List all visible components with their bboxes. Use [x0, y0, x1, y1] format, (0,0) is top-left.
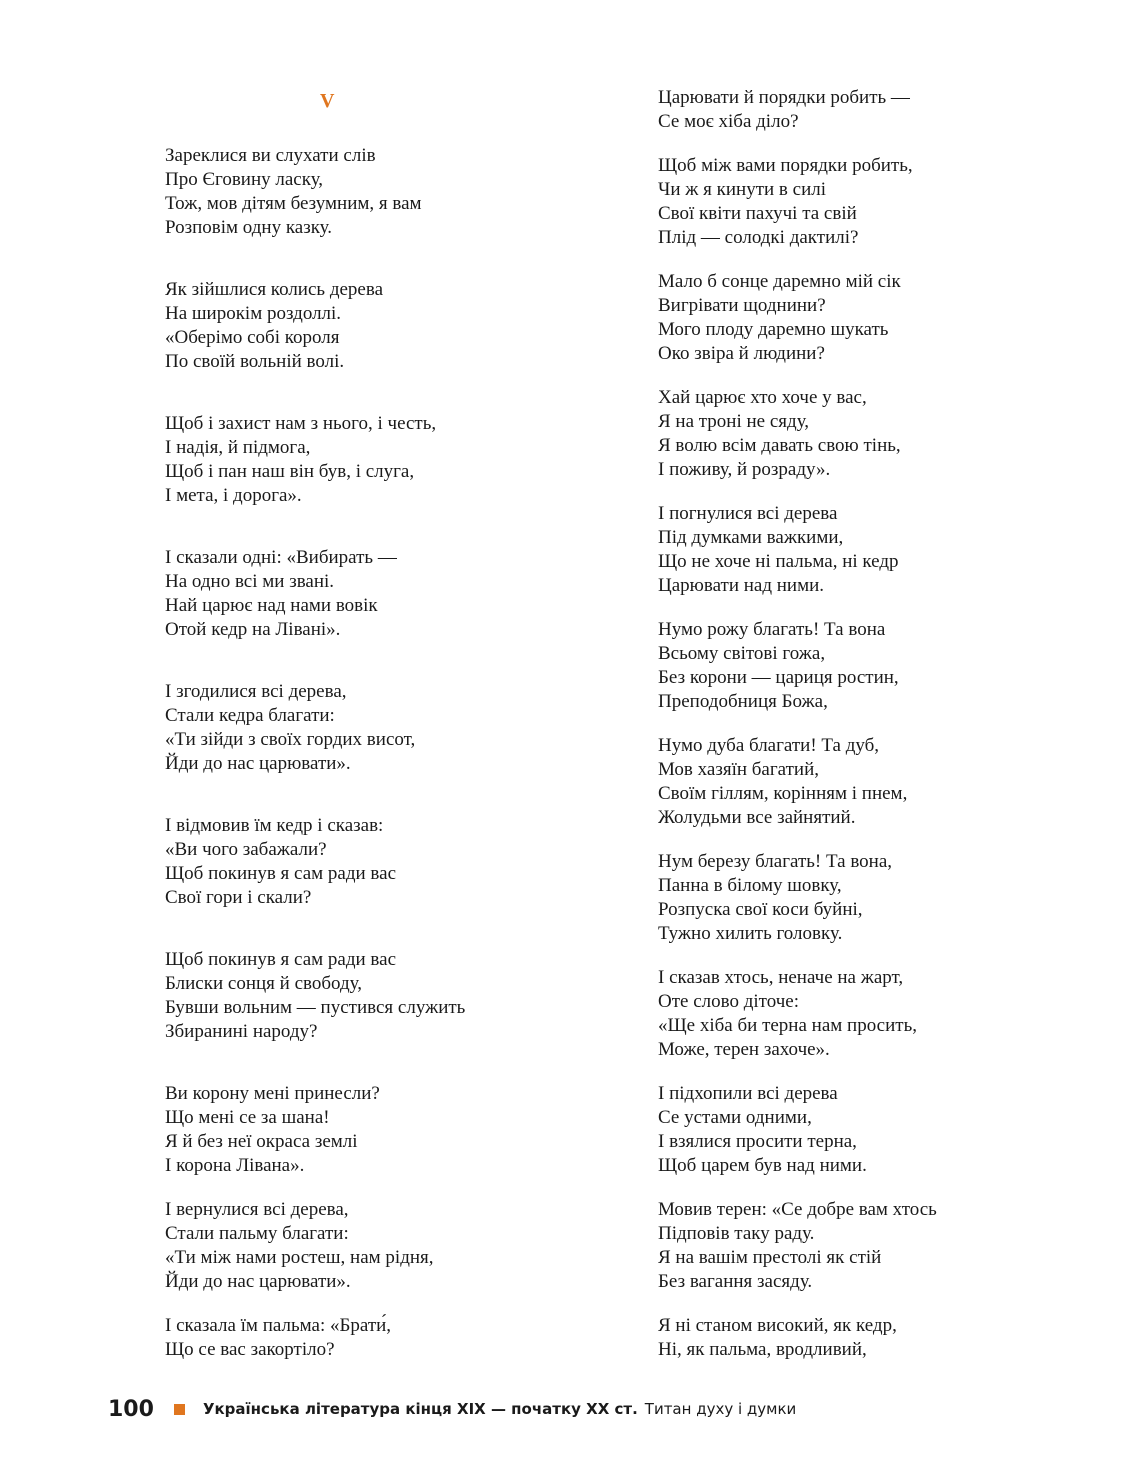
verse-line: Жолудьми все зайнятий.	[658, 807, 856, 828]
verse-line: Як зійшлися колись дерева	[165, 279, 384, 300]
verse-line: Нумо дуба благати! Та дуб,	[658, 735, 880, 756]
verse-line: Тужно хилить головку.	[658, 923, 843, 944]
stanza	[165, 948, 605, 1044]
stanza	[165, 412, 605, 508]
stanza	[165, 814, 605, 910]
verse-line: І підхопили всі дерева	[658, 1083, 838, 1104]
verse-line: Преподобниця Божа,	[658, 691, 828, 712]
verse-line: Своїм гіллям, корінням і пнем,	[658, 783, 908, 804]
verse-line: Се моє хіба діло?	[658, 111, 799, 132]
verse-line: Може, терен захоче».	[658, 1039, 830, 1060]
verse-line: Свої квіти пахучі та свій	[658, 203, 857, 224]
verse-line: І сказала їм пальма: «Брати́,	[165, 1315, 392, 1336]
verse-line: Що не хоче ні пальма, ні кедр	[658, 551, 899, 572]
verse-line: Що се вас закортіло?	[165, 1339, 335, 1360]
verse-line: Зареклися ви слухати слів	[165, 145, 376, 166]
verse-line: Най царює над нами вовік	[165, 595, 378, 616]
verse-line: Се устами одними,	[658, 1107, 812, 1128]
verse-line: На широкім роздоллі.	[165, 303, 342, 324]
stanza	[658, 270, 1098, 366]
verse-line: На одно всі ми звані.	[165, 571, 335, 592]
stanza	[658, 386, 1098, 482]
verse-line: По своїй вольній волі.	[165, 351, 345, 372]
verse-line: Всьому світові гожа,	[658, 643, 826, 664]
stanza	[165, 1082, 605, 1178]
verse-line: Нум березу благать! Та вона,	[658, 851, 893, 872]
verse-line: Мого плоду даремно шукать	[658, 319, 889, 340]
verse-line: І погнулися всі дерева	[658, 503, 838, 524]
book-title: Українська література кінця XIX — початку XX ст.	[202, 1400, 638, 1418]
verse-line: Мало б сонце даремно мій сік	[658, 271, 901, 292]
verse-line: Тож, мов дітям безумним, я вам	[165, 193, 422, 214]
verse-line: Що мені се за шана!	[165, 1107, 330, 1128]
stanza	[165, 1314, 605, 1362]
verse-line: Підповів таку раду.	[658, 1223, 815, 1244]
stanza	[165, 546, 605, 642]
verse-line: Йди до нас царювати».	[165, 753, 351, 774]
verse-line: Царювати й порядки робить —	[658, 87, 910, 108]
verse-line: І корона Лівана».	[165, 1155, 305, 1176]
page-footer	[108, 1394, 796, 1424]
verse-line: І сказали одні: «Вибирать —	[165, 547, 397, 568]
stanza	[165, 1198, 605, 1294]
verse-line: Плід — солодкі дактилі?	[658, 227, 859, 248]
stanza	[658, 154, 1098, 250]
verse-line: Збиранині народу?	[165, 1021, 318, 1042]
left-stanzas	[165, 144, 605, 1362]
verse-line: Вигрівати щоднини?	[658, 295, 826, 316]
verse-line: Йди до нас царювати».	[165, 1271, 351, 1292]
right-stanzas	[658, 86, 1098, 1362]
stanza	[658, 850, 1098, 946]
verse-line: Отой кедр на Лівані».	[165, 619, 341, 640]
verse-line: Я на вашім престолі як стій	[658, 1247, 882, 1268]
verse-line: І відмовив їм кедр і сказав:	[165, 815, 384, 836]
verse-line: І сказав хтось, неначе на жарт,	[658, 967, 904, 988]
stanza	[658, 86, 1098, 134]
verse-line: Ви корону мені принесли?	[165, 1083, 380, 1104]
verse-line: Я волю всім давать свою тінь,	[658, 435, 901, 456]
verse-line: Без вагання засяду.	[658, 1271, 813, 1292]
verse-line: Розпуска свої коси буйні,	[658, 899, 863, 920]
verse-line: Я ні станом високий, як кедр,	[658, 1315, 897, 1336]
verse-line: Мовив терен: «Се добре вам хтось	[658, 1199, 937, 1220]
stanza	[658, 966, 1098, 1062]
verse-line: Царювати над ними.	[658, 575, 825, 596]
verse-line: Свої гори і скали?	[165, 887, 312, 908]
square-bullet-icon	[174, 1404, 185, 1415]
verse-line: Око звіра й людини?	[658, 343, 825, 364]
verse-line: «Ще хіба би терна нам просить,	[658, 1015, 917, 1036]
verse-line: Хай царює хто хоче у вас,	[658, 387, 867, 408]
verse-line: Щоб покинув я сам ради вас	[165, 949, 397, 970]
verse-line: Панна в білому шовку,	[658, 875, 842, 896]
verse-line: Щоб і захист нам з нього, і честь,	[165, 413, 437, 434]
stanza	[165, 144, 605, 240]
verse-line: Про Єговину ласку,	[165, 169, 324, 190]
verse-line: Стали кедра благати:	[165, 705, 335, 726]
verse-line: Розповім одну казку.	[165, 217, 333, 238]
verse-line: Оте слово діточе:	[658, 991, 799, 1012]
verse-line: Бувши вольним — пустився служить	[165, 997, 466, 1018]
verse-line: Щоб між вами порядки робить,	[658, 155, 913, 176]
section-numeral: V	[320, 90, 335, 112]
verse-line: Я на троні не сяду,	[658, 411, 810, 432]
stanza	[658, 1082, 1098, 1178]
verse-line: Без корони — цариця ростин,	[658, 667, 899, 688]
verse-line: «Ви чого забажали?	[165, 839, 327, 860]
verse-line: «Ти між нами ростеш, нам рідня,	[165, 1247, 434, 1268]
stanza	[658, 1198, 1098, 1294]
page-number: 100	[108, 1396, 154, 1422]
stanza	[165, 278, 605, 374]
verse-line: «Оберімо собі короля	[165, 327, 340, 348]
verse-line: Я й без неї окраса землі	[165, 1131, 358, 1152]
verse-line: І надія, й підмога,	[165, 437, 311, 458]
verse-line: Щоб і пан наш він був, і слуга,	[165, 461, 415, 482]
stanza	[165, 680, 605, 776]
verse-line: Стали пальму благати:	[165, 1223, 349, 1244]
verse-line: Чи ж я кинути в силі	[658, 179, 827, 200]
stanza	[658, 502, 1098, 598]
verse-line: Під думками важкими,	[658, 527, 844, 548]
verse-line: І поживу, й розраду».	[658, 459, 831, 480]
verse-line: Мов хазяїн багатий,	[658, 759, 819, 780]
verse-line: І взялися просити терна,	[658, 1131, 857, 1152]
chapter-title: Титан духу і думки	[644, 1400, 797, 1418]
verse-line: Щоб царем був над ними.	[658, 1155, 867, 1176]
verse-line: Нумо рожу благать! Та вона	[658, 619, 886, 640]
left-column	[165, 86, 605, 1382]
stanza	[658, 618, 1098, 714]
stanza	[658, 1314, 1098, 1362]
verse-line: Блиски сонця й свободу,	[165, 973, 362, 994]
verse-line: І згодилися всі дерева,	[165, 681, 347, 702]
verse-line: І вернулися всі дерева,	[165, 1199, 349, 1220]
verse-line: Ні, як пальма, вродливий,	[658, 1339, 867, 1360]
verse-line: Щоб покинув я сам ради вас	[165, 863, 397, 884]
right-column	[658, 86, 1098, 1382]
verse-line: І мета, і дорога».	[165, 485, 302, 506]
verse-line: «Ти зійди з своїх гордих висот,	[165, 729, 416, 750]
stanza	[658, 734, 1098, 830]
